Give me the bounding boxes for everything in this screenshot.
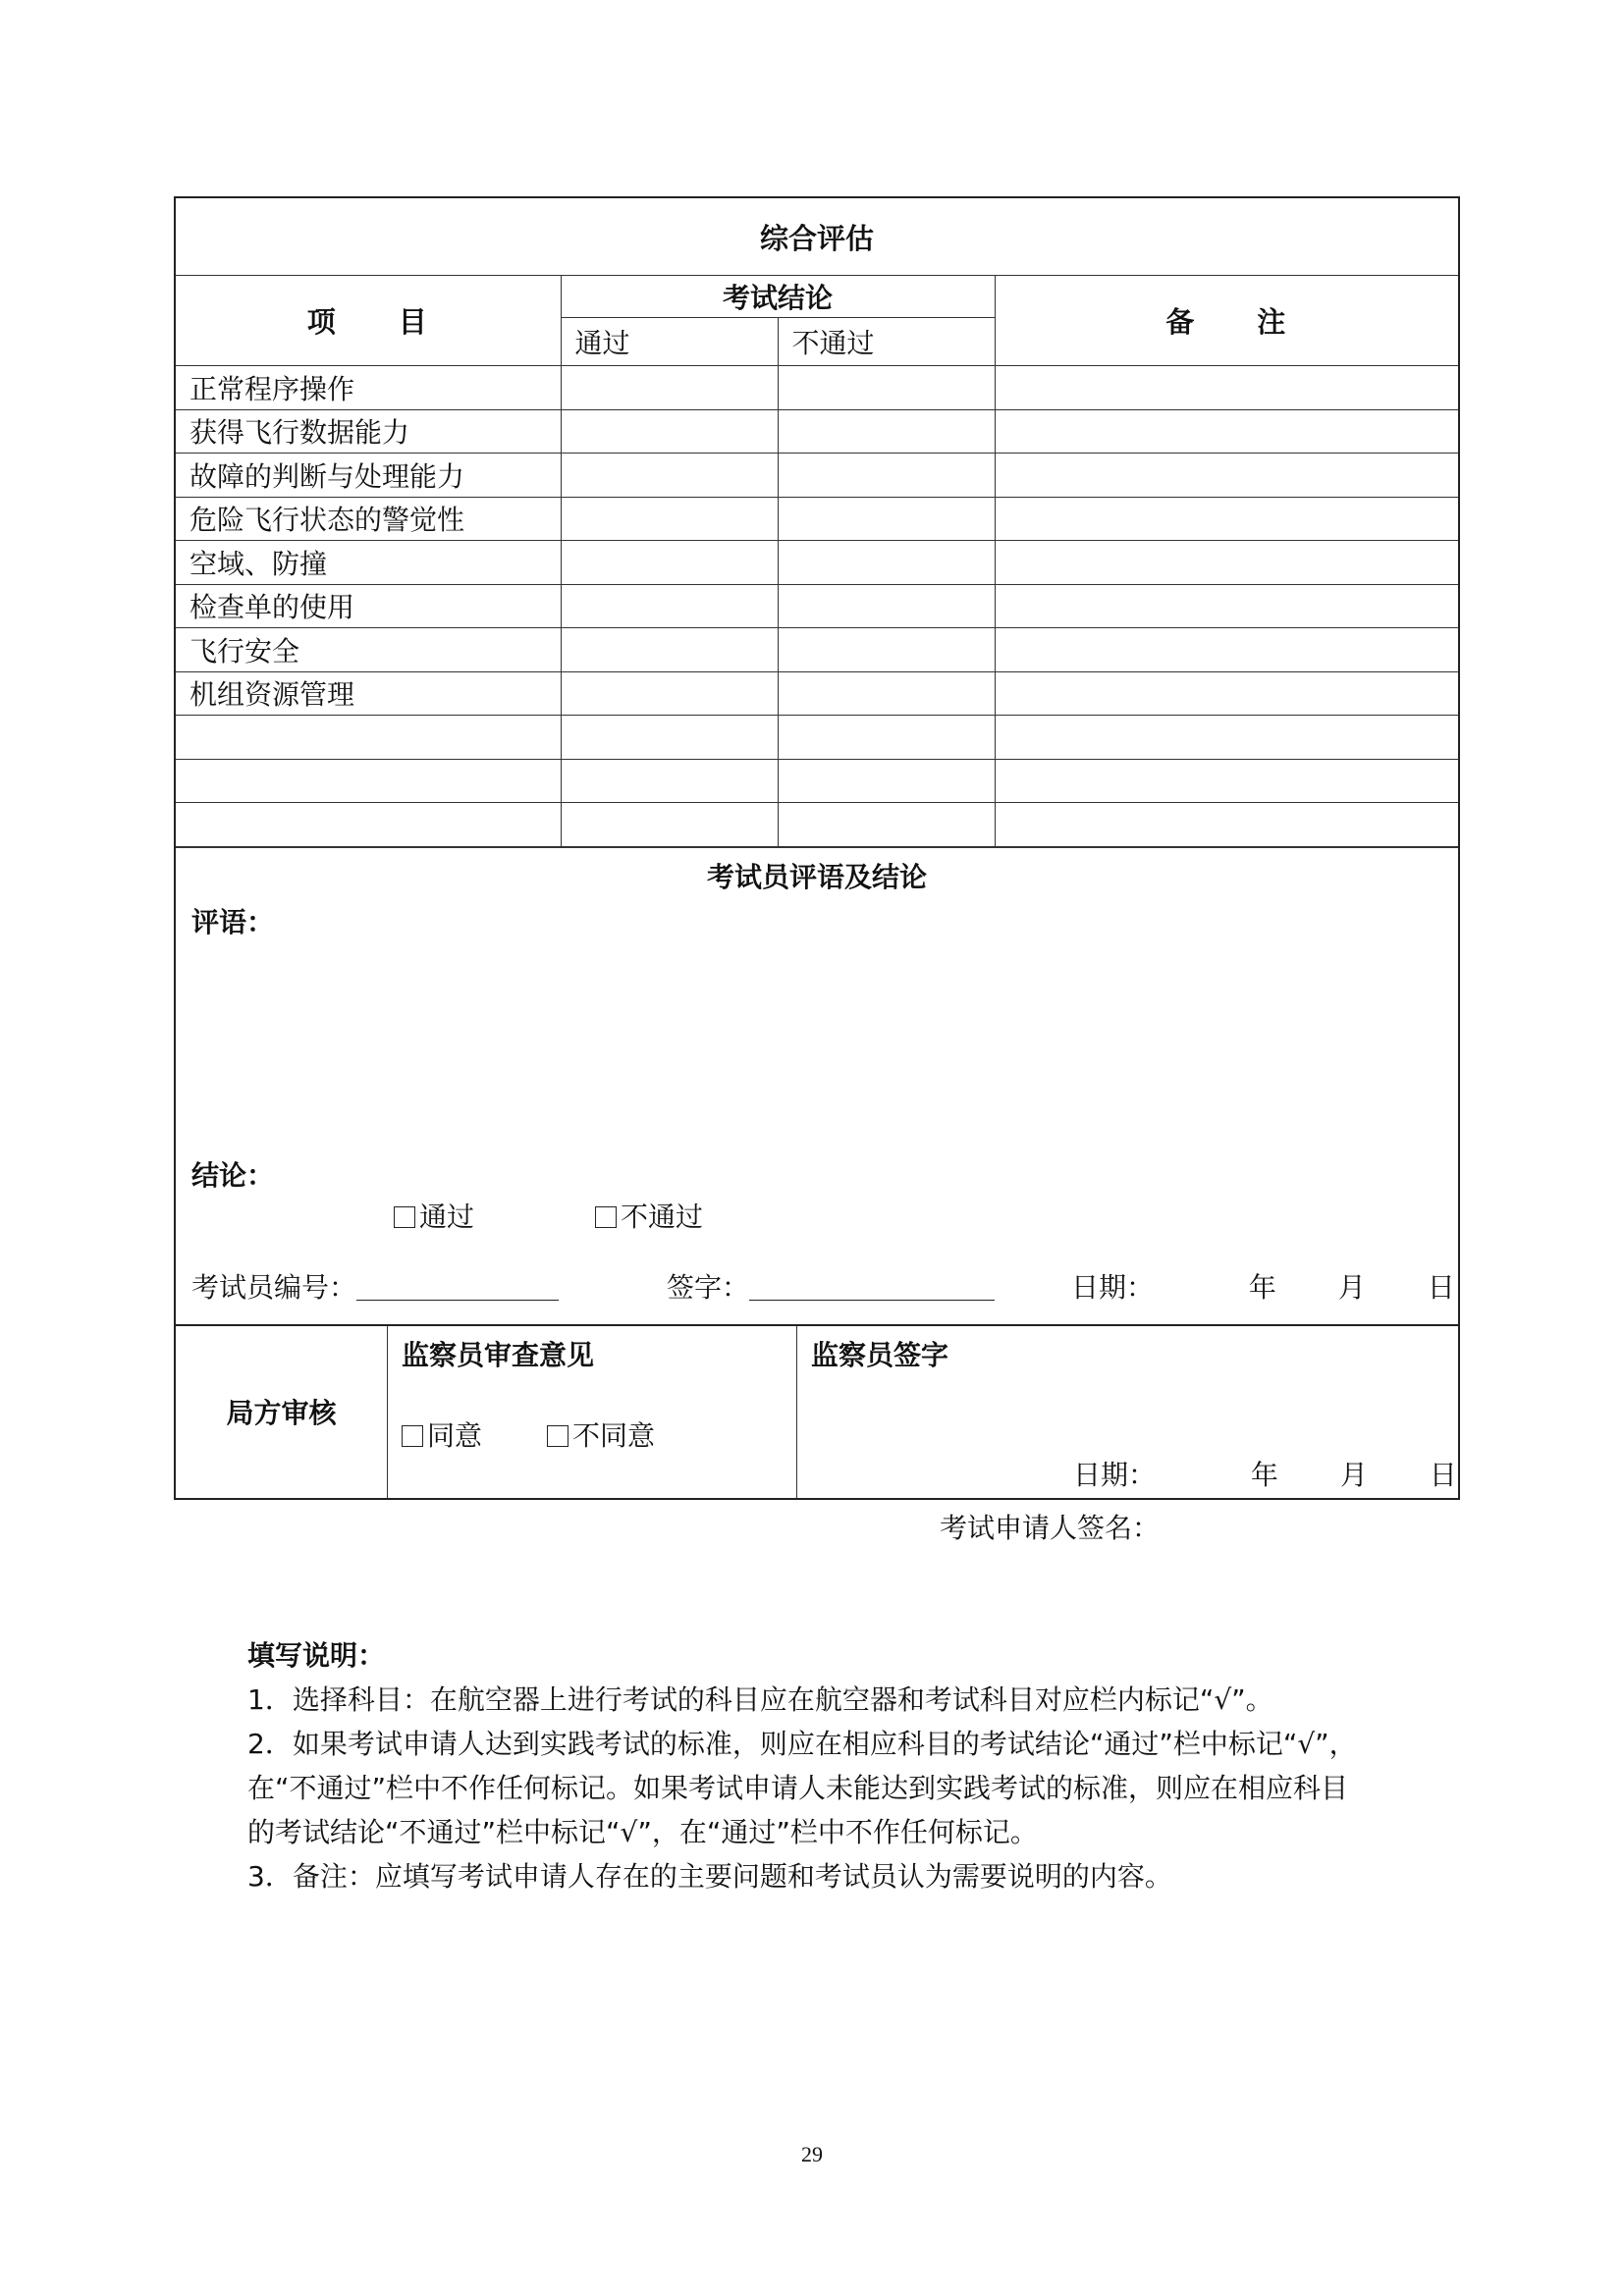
pass-cell[interactable] <box>561 671 778 716</box>
remark-cell[interactable] <box>995 497 1458 541</box>
remark-cell[interactable] <box>995 759 1458 803</box>
examiner-number-field <box>191 1266 559 1306</box>
table-row <box>176 803 1458 847</box>
item-label: 检查单的使用 <box>176 584 561 628</box>
examiner-date-field <box>1071 1266 1455 1306</box>
fail-cell[interactable] <box>778 716 995 760</box>
examiner-comment-section <box>176 847 1458 1324</box>
table-row <box>176 409 1458 454</box>
checkbox-icon[interactable] <box>402 1425 423 1447</box>
instruction-line: 1．选择科目：在航空器上进行考试的科目应在航空器和考试科目对应栏内标记“√”。 <box>247 1683 1273 1716</box>
pass-cell[interactable] <box>561 759 778 803</box>
inspector-opinion-cell <box>388 1326 797 1498</box>
checkbox-icon[interactable] <box>394 1206 415 1228</box>
month-label: 月 <box>1337 1270 1366 1304</box>
examiner-sign-field <box>667 1266 995 1306</box>
review-label: 局方审核 <box>176 1326 388 1498</box>
fail-cell[interactable] <box>778 584 995 628</box>
checkbox-icon[interactable] <box>595 1206 617 1228</box>
item-label[interactable] <box>176 759 561 803</box>
inspector-sign-label: 监察员签字 <box>811 1338 949 1371</box>
table-row <box>176 454 1458 498</box>
remark-cell[interactable] <box>995 716 1458 760</box>
instruction-line: 在“不通过”栏中不作任何标记。如果考试申请人未能达到实践考试的标准，则应在相应科目 <box>247 1772 1349 1804</box>
day-label: 日 <box>1429 1458 1457 1491</box>
form-title: 综合评估 <box>176 198 1458 276</box>
remark-cell[interactable] <box>995 628 1458 672</box>
examiner-sign-line[interactable] <box>749 1278 995 1301</box>
pass-cell[interactable] <box>561 497 778 541</box>
item-label: 机组资源管理 <box>176 671 561 716</box>
option-fail[interactable] <box>595 1196 703 1235</box>
page-number: 29 <box>801 2142 823 2166</box>
comment-label: 评语： <box>191 905 275 938</box>
table-row <box>176 716 1458 760</box>
item-label: 故障的判断与处理能力 <box>176 454 561 498</box>
table-row <box>176 366 1458 410</box>
instructions <box>247 1633 1455 1898</box>
fail-cell[interactable] <box>778 628 995 672</box>
fail-cell[interactable] <box>778 541 995 585</box>
authority-review-section <box>176 1324 1458 1500</box>
header-item: 项 目 <box>176 276 561 366</box>
evaluation-table <box>176 276 1458 847</box>
year-label: 年 <box>1248 1270 1276 1304</box>
header-pass: 通过 <box>561 318 778 366</box>
instruction-line: 2．如果考试申请人达到实践考试的标准，则应在相应科目的考试结论“通过”栏中标记“√”， <box>247 1728 1357 1760</box>
pass-cell[interactable] <box>561 803 778 847</box>
fail-cell[interactable] <box>778 759 995 803</box>
remark-cell[interactable] <box>995 366 1458 410</box>
option-disagree[interactable] <box>547 1415 655 1454</box>
inspector-opinion-label: 监察员审查意见 <box>402 1338 595 1371</box>
option-pass-label: 通过 <box>419 1200 475 1233</box>
remark-cell[interactable] <box>995 409 1458 454</box>
remark-cell[interactable] <box>995 541 1458 585</box>
review-date-field <box>1073 1454 1457 1493</box>
option-pass[interactable] <box>394 1196 474 1235</box>
instruction-line: 的考试结论“不通过”栏中标记“√”，在“通过”栏中不作任何标记。 <box>247 1816 1038 1848</box>
item-label: 获得飞行数据能力 <box>176 409 561 454</box>
remark-cell[interactable] <box>995 584 1458 628</box>
fail-cell[interactable] <box>778 671 995 716</box>
examiner-section-title: 考试员评语及结论 <box>706 860 927 893</box>
fail-cell[interactable] <box>778 497 995 541</box>
checkbox-icon[interactable] <box>547 1425 568 1447</box>
form-box <box>174 196 1460 1500</box>
examiner-number-label: 考试员编号： <box>191 1270 357 1304</box>
inspector-sign-cell[interactable] <box>797 1326 1458 1498</box>
table-row <box>176 541 1458 585</box>
examiner-number-line[interactable] <box>356 1278 559 1301</box>
comment-area[interactable] <box>191 942 1442 1178</box>
instruction-line: 3．备注：应填写考试申请人存在的主要问题和考试员认为需要说明的内容。 <box>247 1860 1172 1893</box>
year-label: 年 <box>1250 1458 1278 1491</box>
item-label: 空域、防撞 <box>176 541 561 585</box>
remark-cell[interactable] <box>995 671 1458 716</box>
month-label: 月 <box>1339 1458 1368 1491</box>
item-label: 危险飞行状态的警觉性 <box>176 497 561 541</box>
pass-cell[interactable] <box>561 366 778 410</box>
fail-cell[interactable] <box>778 454 995 498</box>
pass-cell[interactable] <box>561 454 778 498</box>
table-row <box>176 628 1458 672</box>
table-row <box>176 584 1458 628</box>
header-fail: 不通过 <box>778 318 995 366</box>
option-fail-label: 不通过 <box>621 1200 704 1233</box>
day-label: 日 <box>1427 1270 1455 1304</box>
fail-cell[interactable] <box>778 803 995 847</box>
date-label: 日期： <box>1073 1458 1157 1491</box>
remark-cell[interactable] <box>995 454 1458 498</box>
option-agree-label: 同意 <box>427 1418 483 1452</box>
header-result: 考试结论 <box>561 276 995 318</box>
evaluation-form <box>174 196 1460 1500</box>
item-label[interactable] <box>176 803 561 847</box>
item-label: 飞行安全 <box>176 628 561 672</box>
applicant-sign-label: 考试申请人签名： <box>940 1512 1161 1544</box>
header-remark: 备 注 <box>995 276 1458 366</box>
option-agree[interactable] <box>402 1415 482 1454</box>
table-row <box>176 759 1458 803</box>
pass-cell[interactable] <box>561 584 778 628</box>
instructions-title: 填写说明： <box>247 1639 386 1672</box>
table-row <box>176 671 1458 716</box>
pass-cell[interactable] <box>561 409 778 454</box>
table-row <box>176 497 1458 541</box>
option-disagree-label: 不同意 <box>572 1418 656 1452</box>
examiner-sign-label: 签字： <box>667 1270 750 1304</box>
item-label[interactable] <box>176 716 561 760</box>
conclusion-label: 结论： <box>191 1158 275 1192</box>
item-label: 正常程序操作 <box>176 366 561 410</box>
table-header-row <box>176 276 1458 318</box>
pass-cell[interactable] <box>561 541 778 585</box>
date-label: 日期： <box>1071 1270 1155 1304</box>
pass-cell[interactable] <box>561 628 778 672</box>
fail-cell[interactable] <box>778 409 995 454</box>
remark-cell[interactable] <box>995 803 1458 847</box>
pass-cell[interactable] <box>561 716 778 760</box>
fail-cell[interactable] <box>778 366 995 410</box>
